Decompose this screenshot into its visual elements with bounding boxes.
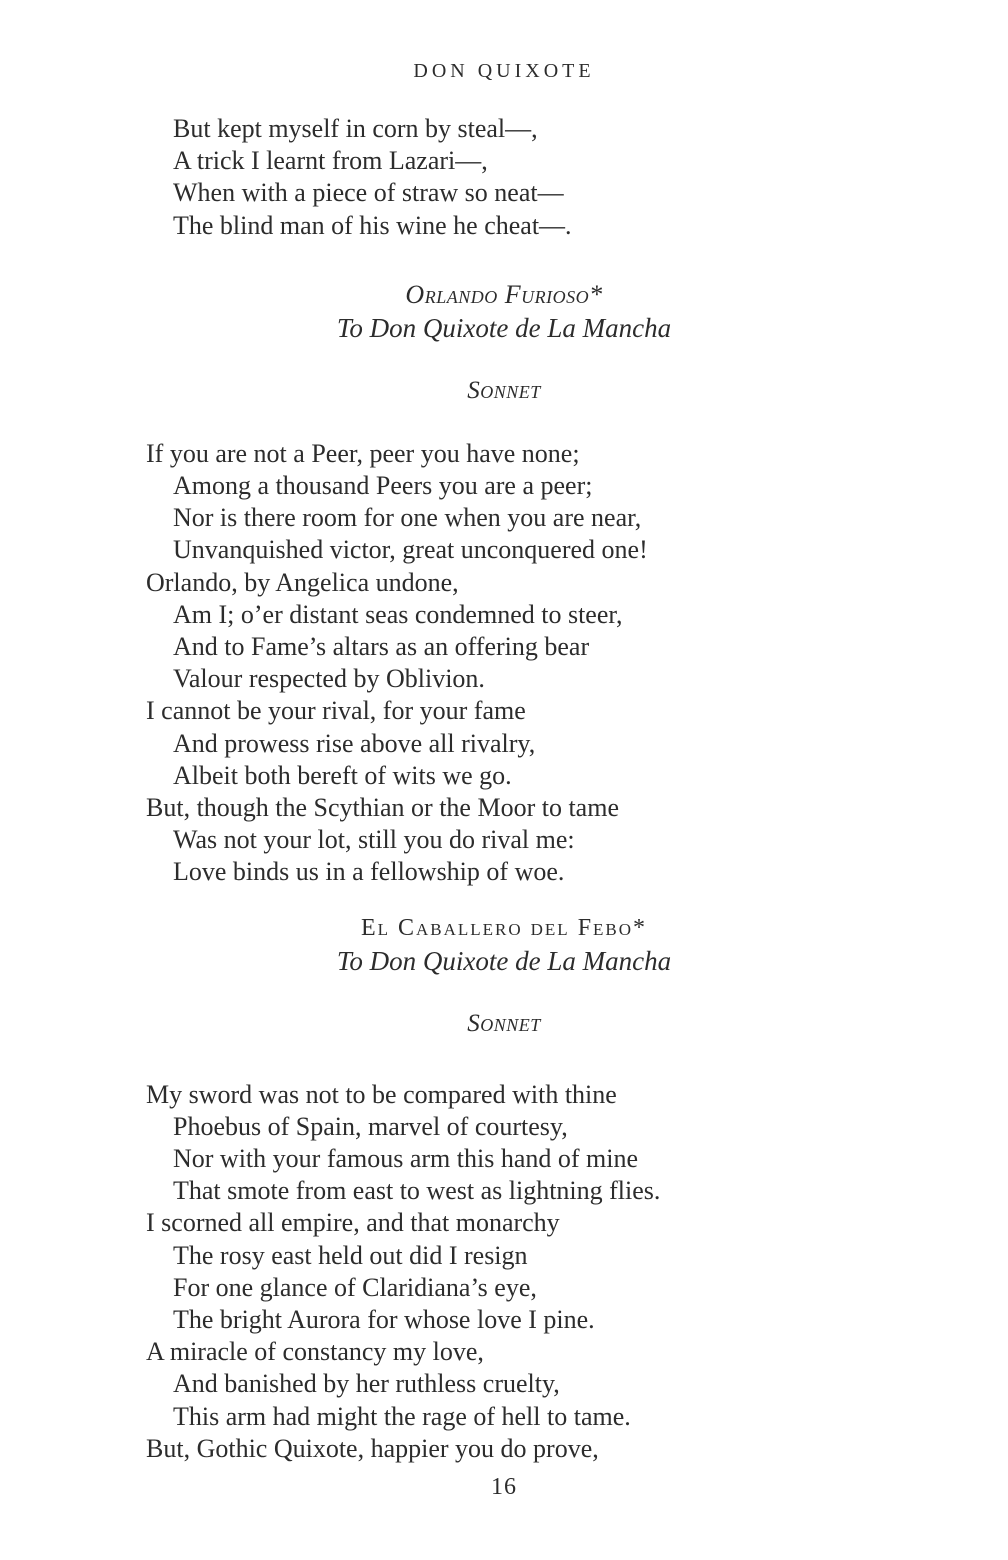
poem-line: Nor with your famous arm this hand of mine xyxy=(173,1144,639,1174)
poem-line: My sword was not to be compared with thine xyxy=(146,1079,617,1109)
poem-line: But, though the Scythian or the Moor to tame xyxy=(146,793,619,823)
poem-line: Love binds us in a fellowship of woe. xyxy=(173,857,565,887)
attribution-block-orlando xyxy=(0,278,1008,345)
poem-line: Am I; o’er distant seas condemned to steer, xyxy=(173,599,623,629)
page-number: 16 xyxy=(491,1474,517,1501)
poem-line: And banished by her ruthless cruelty, xyxy=(173,1369,560,1399)
poem-line: Albeit both bereft of wits we go. xyxy=(173,760,512,790)
poem-line: I cannot be your rival, for your fame xyxy=(146,696,526,726)
poem-line: But kept myself in corn by steal—, xyxy=(173,114,538,143)
poem-line: Was not your lot, still you do rival me: xyxy=(173,825,575,855)
poem-line: Orlando, by Angelica undone, xyxy=(146,567,459,597)
dedication-line: To Don Quixote de La Mancha xyxy=(336,945,672,976)
dedication-line: To Don Quixote de La Mancha xyxy=(336,312,672,343)
poem-line: For one glance of Claridiana’s eye, xyxy=(173,1272,537,1302)
poem-line: The blind man of his wine he cheat—. xyxy=(173,210,572,240)
attribution-orlando-furioso: Orlando Furioso* xyxy=(405,279,603,309)
sonnet-orlando xyxy=(146,438,1008,889)
poem-line: And prowess rise above all rivalry, xyxy=(173,728,536,758)
form-label-sonnet-2: Sonnet xyxy=(467,1009,541,1037)
form-label-sonnet-1: Sonnet xyxy=(467,376,541,404)
poem-line: Phoebus of Spain, marvel of courtesy, xyxy=(173,1111,568,1141)
poem-line: And to Fame’s altars as an offering bear xyxy=(173,632,590,662)
poem-line: When with a piece of straw so neat— xyxy=(173,178,564,208)
poem-line: A trick I learnt from Lazari—, xyxy=(173,146,488,176)
poem-line: Unvanquished victor, great unconquered one! xyxy=(173,535,648,565)
poem-line: The rosy east held out did I resign xyxy=(173,1240,528,1270)
poem-line: Nor is there room for one when you are near, xyxy=(173,503,642,533)
running-header: DON QUIXOTE xyxy=(413,60,595,82)
poem-line: Valour respected by Oblivion. xyxy=(173,664,485,694)
poem-line: I scorned all empire, and that monarchy xyxy=(146,1208,560,1238)
attribution-block-febo xyxy=(0,913,1008,978)
poem-line: That smote from east to west as lightning flies. xyxy=(173,1176,661,1206)
poem-line: This arm had might the rage of hell to tame. xyxy=(173,1401,631,1431)
poem-line: The bright Aurora for whose love I pine. xyxy=(173,1305,595,1335)
poem-line: But, Gothic Quixote, happier you do prove, xyxy=(146,1433,599,1463)
poem-line: If you are not a Peer, peer you have none; xyxy=(146,438,580,468)
poem-line: Among a thousand Peers you are a peer; xyxy=(173,471,593,501)
opening-stanza xyxy=(173,113,1008,242)
poem-line: A miracle of constancy my love, xyxy=(146,1337,484,1367)
attribution-el-caballero-del-febo: El Caballero del Febo* xyxy=(360,914,648,941)
sonnet-febo xyxy=(146,1079,1008,1465)
